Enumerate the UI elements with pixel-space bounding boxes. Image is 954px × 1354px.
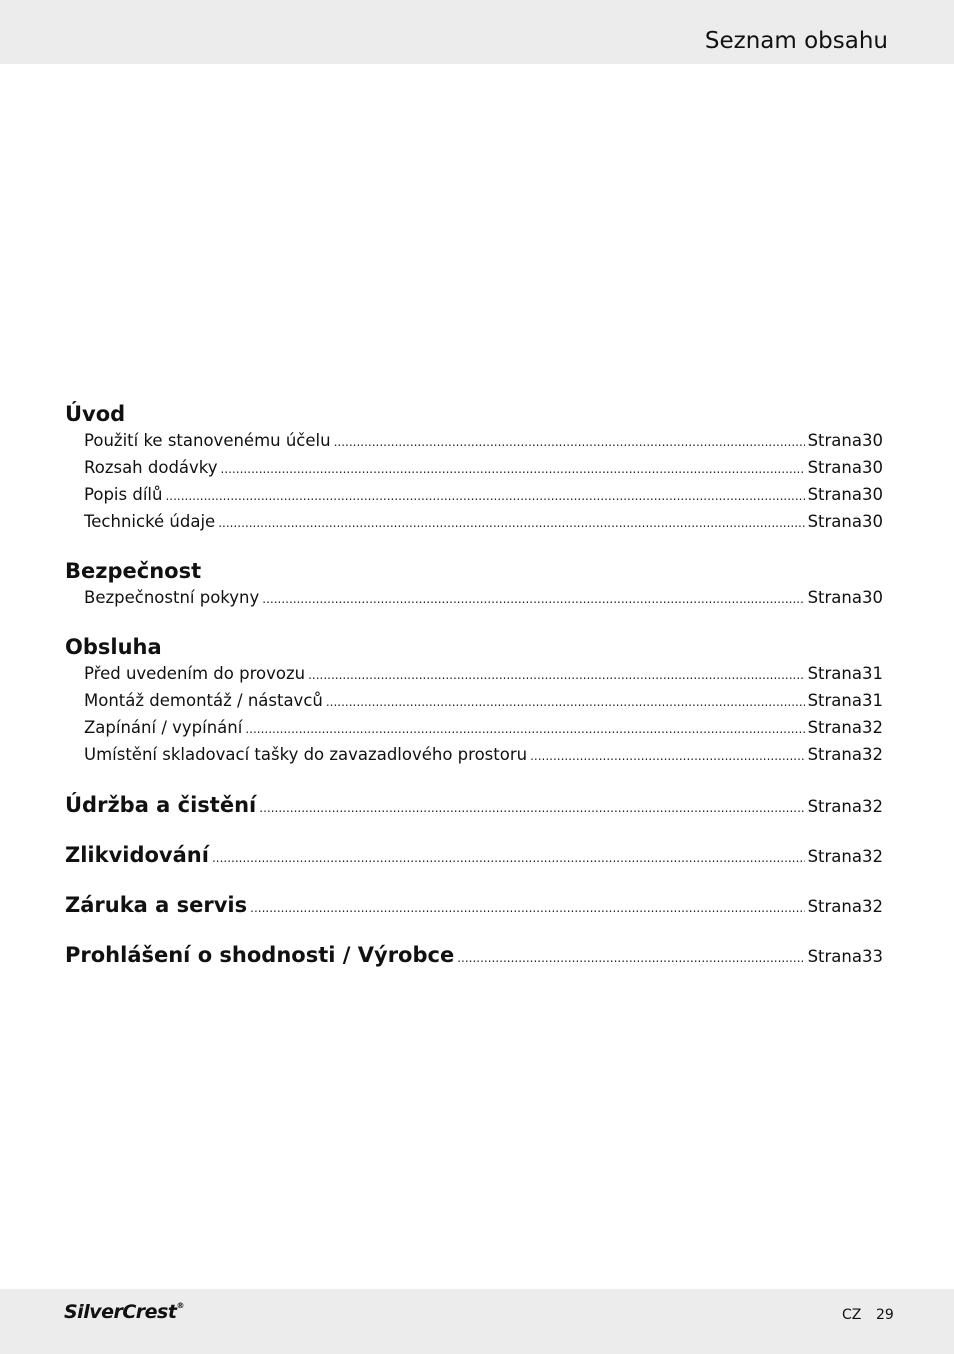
toc-section-obsluha bbox=[65, 633, 883, 769]
toc-entry-label: Strana bbox=[807, 847, 862, 866]
toc-entry-label: Strana bbox=[807, 512, 862, 531]
toc-entry-page: 30 bbox=[862, 485, 883, 504]
toc-entry-label: Strana bbox=[807, 718, 862, 737]
toc-entry[interactable] bbox=[65, 455, 883, 482]
toc-entry-page: 30 bbox=[862, 588, 883, 607]
toc-entry-page: 31 bbox=[862, 664, 883, 683]
page-header bbox=[0, 0, 954, 64]
toc-entry-text: Popis dílů bbox=[84, 485, 163, 504]
toc-section-heading: Bezpečnost bbox=[65, 559, 202, 583]
toc-entry-label: Strana bbox=[807, 485, 862, 504]
toc-heading-entry[interactable] bbox=[65, 941, 883, 969]
toc-leader-dots bbox=[457, 951, 804, 965]
toc-heading-entry[interactable] bbox=[65, 791, 883, 819]
page-title: Seznam obsahu bbox=[704, 28, 888, 54]
toc-entry-text: Zapínání / vypínání bbox=[84, 718, 243, 737]
toc-entry-page: 32 bbox=[862, 745, 883, 764]
toc-entry-text: Bezpečnostní pokyny bbox=[84, 588, 260, 607]
page-number: 29 bbox=[876, 1307, 894, 1323]
toc-entry-page: 32 bbox=[862, 797, 883, 816]
toc-entry-label: Strana bbox=[807, 745, 862, 764]
toc-leader-dots bbox=[334, 430, 805, 455]
toc-entry-page: 30 bbox=[862, 431, 883, 450]
toc-heading-entry-text: Zlikvidování bbox=[65, 843, 209, 867]
toc-heading-entry[interactable] bbox=[65, 841, 883, 869]
brand-logo bbox=[64, 1301, 184, 1323]
toc-leader-dots bbox=[221, 457, 805, 482]
toc-entry[interactable] bbox=[65, 661, 883, 688]
toc-section-bezpecnost bbox=[65, 557, 883, 612]
toc-entry-page: 31 bbox=[862, 691, 883, 710]
toc-entry-label: Strana bbox=[807, 588, 862, 607]
toc-entry-text: Montáž demontáž / nástavců bbox=[84, 691, 323, 710]
toc-section-uvod bbox=[65, 400, 883, 536]
toc-entry-page: 30 bbox=[862, 512, 883, 531]
toc-entry-text: Technické údaje bbox=[84, 512, 216, 531]
toc-leader-dots bbox=[212, 851, 805, 865]
toc-entry-label: Strana bbox=[807, 664, 862, 683]
toc-heading-entry-text: Prohlášení o shodnosti / Výrobce bbox=[65, 943, 455, 967]
toc-entry-page: 30 bbox=[862, 458, 883, 477]
toc-heading-entry-text: Údržba a čistění bbox=[65, 793, 257, 817]
brand-logo-text: SilverCrest bbox=[64, 1301, 177, 1323]
toc-section-heading: Obsluha bbox=[65, 635, 162, 659]
toc-entry-label: Strana bbox=[807, 897, 862, 916]
toc-entry[interactable] bbox=[65, 742, 883, 769]
toc-leader-dots bbox=[259, 801, 804, 815]
toc-leader-dots bbox=[250, 901, 804, 915]
toc-entry-label: Strana bbox=[807, 431, 862, 450]
toc-entry[interactable] bbox=[65, 715, 883, 742]
toc-heading-entry[interactable] bbox=[65, 891, 883, 919]
toc-leader-dots bbox=[245, 717, 804, 742]
toc-entry[interactable] bbox=[65, 688, 883, 715]
toc-leader-dots bbox=[326, 690, 805, 715]
toc-heading-entry-text: Záruka a servis bbox=[65, 893, 248, 917]
toc-entry[interactable] bbox=[65, 585, 883, 612]
registered-mark: ® bbox=[176, 1301, 184, 1310]
toc-leader-dots bbox=[262, 587, 804, 612]
toc-entry-label: Strana bbox=[807, 691, 862, 710]
toc-entry-text: Umístění skladovací tašky do zavazadlového prostoru bbox=[84, 745, 528, 764]
toc-entry-label: Strana bbox=[807, 797, 862, 816]
toc-entry[interactable] bbox=[65, 482, 883, 509]
toc-entry-page: 32 bbox=[862, 897, 883, 916]
toc-leader-dots bbox=[218, 511, 804, 536]
toc-entry-page: 32 bbox=[862, 718, 883, 737]
table-of-contents bbox=[65, 400, 883, 969]
toc-entry-page: 33 bbox=[862, 947, 883, 966]
page-footer bbox=[0, 1289, 954, 1354]
toc-leader-dots bbox=[165, 484, 804, 509]
language-code: CZ bbox=[842, 1307, 862, 1323]
toc-entry[interactable] bbox=[65, 428, 883, 455]
toc-entry-text: Použití ke stanovenému účelu bbox=[84, 431, 331, 450]
toc-leader-dots bbox=[308, 663, 804, 688]
toc-entry[interactable] bbox=[65, 509, 883, 536]
toc-entry-text: Rozsah dodávky bbox=[84, 458, 218, 477]
toc-entry-label: Strana bbox=[807, 947, 862, 966]
toc-entry-label: Strana bbox=[807, 458, 862, 477]
toc-section-heading: Úvod bbox=[65, 402, 126, 426]
toc-leader-dots bbox=[530, 744, 805, 769]
toc-entry-text: Před uvedením do provozu bbox=[84, 664, 306, 683]
toc-entry-page: 32 bbox=[862, 847, 883, 866]
